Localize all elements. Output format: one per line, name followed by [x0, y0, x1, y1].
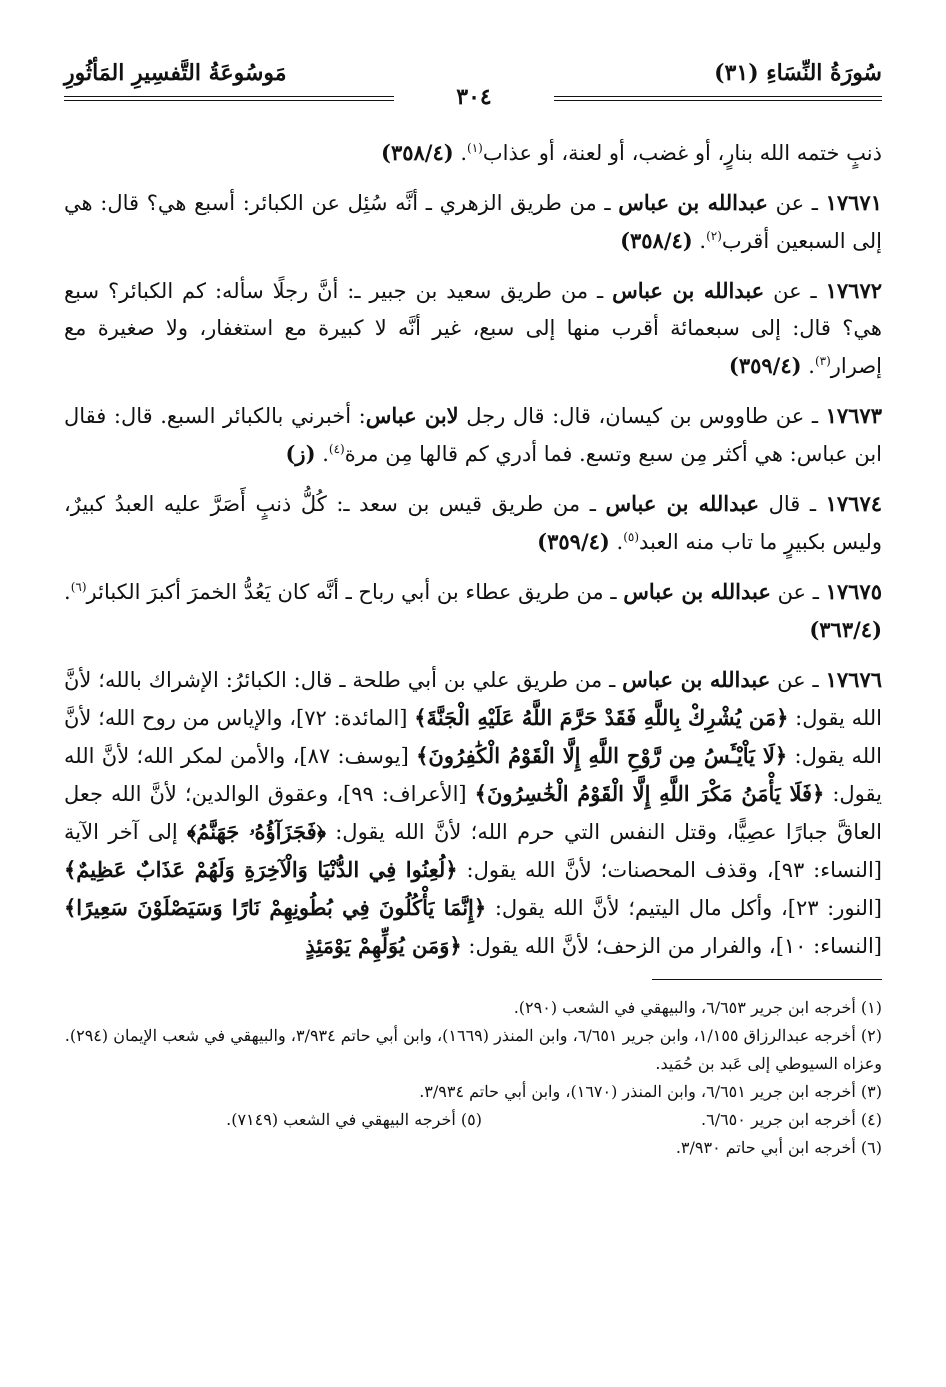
footnote-3: (٣) أخرجه ابن جرير ٦/٦٥١، وابن المنذر (١٦٧٠)، وابن أبي حاتم ٣/٩٣٤. — [419, 1082, 882, 1101]
quran-verse: ﴿لَا يَاْيْـَٔسُ مِن رَّوْحِ اللَّهِ إِلَّا الْقَوْمُ الْكَٰفِرُونَ﴾ — [416, 743, 788, 768]
narrator-name: عبدالله بن عباس — [622, 667, 771, 692]
entry-number: ١٧٦٧١ — [825, 190, 882, 215]
footnote-marker: (٦) — [70, 580, 87, 594]
entry-17673: ١٧٦٧٣ ـ عن طاووس بن كيسان، قال: قال رجل لابن عباس: أخبرني بالكبائر السبع. قال: فقال ابن عباس: هي أكثر مِن سبع وتسع. فما أدري كم قالها مِن مرة$^{(٤)}$. (ز) — [64, 403, 882, 466]
footnote-4: (٤) أخرجه ابن جرير ٦/٦٥٠. — [701, 1110, 882, 1129]
quran-verse: ﴿فَلَا يَأْمَنُ مَكْرَ اللَّهِ إِلَّا الْقَوْمُ الْخَٰسِرُونَ﴾ — [474, 781, 825, 806]
verse-citation: [يوسف: ٨٧] — [299, 744, 417, 768]
footnote-1: (١) أخرجه ابن جرير ٦/٦٥٣، والبيهقي في الشعب (٢٩٠). — [513, 998, 882, 1017]
footnote-marker: (٣) — [814, 354, 831, 368]
quran-verse: ﴿إِنَّمَا يَأْكُلُونَ فِي بُطُونِهِمْ نَارًا وَسَيَصْلَوْنَ سَعِيرًا﴾ — [64, 895, 487, 920]
narrator-name: عبدالله بن عباس — [605, 491, 759, 516]
footnote-marker: (٥) — [623, 530, 640, 544]
narrator-name: عبدالله بن عباس — [623, 579, 771, 604]
quran-verse: ﴿لُعِنُوا فِي الدُّنْيَا وَالْآخِرَةِ وَلَهُمْ عَذَابٌ عَظِيمٌ﴾ — [64, 857, 458, 882]
verse-citation: [النساء: ٩٣] — [773, 858, 882, 882]
quran-verse: ﴿وَمَن يُوَلِّهِمْ يَوْمَئِذٍ — [305, 933, 462, 958]
volume-ref: (٣٥٨/٤) — [620, 228, 693, 253]
entry-17676: ١٧٦٧٦ ـ عن عبدالله بن عباس ـ من طريق علي بن أبي طلحة ـ قال: الكبائرُ: الإشراك بالله؛ لأنَّ الله يقول: ﴿مَن يُشْرِكْ بِاللَّهِ فَقَدْ حَرَّمَ اللَّهُ عَلَيْهِ الْجَنَّةَ﴾ [المائدة: ٧٢]، والإياس من روح الله؛ لأنَّ الله يقول: ﴿لَا يَاْيْـَٔسُ مِن رَّوْحِ اللَّهِ إِلَّا الْقَوْمُ الْكَٰفِرُونَ﴾ [يوسف: ٨٧]، والأمن لمكر الله؛ لأنَّ الله يقول: ﴿فَلَا يَأْمَنُ مَكْرَ اللَّهِ إِلَّا الْقَوْمُ الْخَٰسِرُونَ﴾ [الأعراف: ٩٩]، وعقوق الوالدين؛ لأنَّ الله جعل العاقَّ جبارًا عصِيًّا، وقتل النفس التي حرم الله؛ لأنَّ الله يقول: ﴿فَجَزَآؤُهُۥ جَهَنَّمُ﴾ إلى آخر الآية [النساء: ٩٣]، وقذف المحصنات؛ لأنَّ الله يقول: ﴿لُعِنُوا فِي الدُّنْيَا وَالْآخِرَةِ وَلَهُمْ عَذَابٌ عَظِيمٌ﴾ [النور: ٢٣]، وأكل مال اليتيم؛ لأنَّ الله يقول: ﴿إِنَّمَا يَأْكُلُونَ فِي بُطُونِهِمْ نَارًا وَسَيَصْلَوْنَ سَعِيرًا﴾ [النساء: ١٠]، والفرار من الزحف؛ لأنَّ الله يقول: ﴿وَمَن يُوَلِّهِمْ يَوْمَئِذٍ — [64, 667, 883, 958]
page-number: ٣٠٤ — [394, 84, 554, 110]
footnote-divider — [652, 979, 882, 980]
entry-17672: ١٧٦٧٢ ـ عن عبدالله بن عباس ـ من طريق سعيد بن جبير ـ: أنَّ رجلًا سأله: كم الكبائر؟ سبع هي؟ قال: إلى سبعمائة أقرب منها إلى سبع، غير أنَّه لا كبيرة مع استغفار، ولا صغيرة مع إصرار$^{(٣)}$. (٣٥٩/٤) — [64, 278, 883, 378]
verse-citation: [النساء: ١٠] — [775, 934, 882, 958]
entry-17675: ١٧٦٧٥ ـ عن عبدالله بن عباس ـ من طريق عطاء بن أبي رباح ـ أنَّه كان يَعُدُّ الخمرَ أكبرَ الكبائر$^{(٦)}$. (٣٦٣/٤) — [64, 579, 882, 642]
footnote-marker: (٢) — [706, 229, 722, 243]
footnote-row-4-5 — [64, 1106, 882, 1134]
intro-paragraph: ذنبٍ ختمه الله بنارٍ، أو غضب، أو لعنة، أو عذاب$^{(١)}$. (٣٥٨/٤) — [381, 140, 882, 165]
verse-citation: [الأعراف: ٩٩] — [343, 782, 475, 806]
narrator-name: لابن عباس — [365, 403, 459, 428]
entry-17674: ١٧٦٧٤ ـ قال عبدالله بن عباس ـ من طريق قيس بن سعد ـ: كُلُّ ذنبٍ أَصَرَّ عليه العبدُ كبيرٌ، وليس بكبيرٍ ما تاب منه العبد$^{(٥)}$. (٣٥٩/٤) — [64, 491, 883, 554]
quran-verse: ﴿فَجَزَآؤُهُۥ جَهَنَّمُ﴾ — [186, 819, 326, 844]
footnote-5: (٥) أخرجه البيهقي في الشعب (٧١٤٩). — [226, 1110, 482, 1129]
page-body — [64, 134, 882, 965]
entry-number: ١٧٦٧٣ — [825, 403, 882, 428]
footnote-2: (٢) أخرجه عبدالرزاق ١/١٥٥، وابن جرير ٦/٦٥١، وابن المنذر (١٦٦٩)، وابن أبي حاتم ٣/٩٣٤، والبيهقي في شعب الإيمان (٢٩٤). وعزاه السيوطي إلى عَبد بن حُمَيد. — [64, 1026, 882, 1073]
surah-title: سُورَةُ النِّسَاءِ (٣١) — [714, 60, 882, 86]
volume-ref: (٣٦٣/٤) — [809, 617, 882, 642]
entry-number: ١٧٦٧٥ — [825, 579, 882, 604]
volume-ref: (٣٥٩/٤) — [728, 353, 802, 378]
page-header — [64, 60, 882, 112]
footnote-marker: (١) — [467, 141, 483, 155]
verse-citation: [المائدة: ٧٢] — [296, 706, 415, 730]
entry-number: ١٧٦٧٢ — [825, 278, 883, 303]
entry-number: ١٧٦٧٤ — [825, 491, 883, 516]
quran-verse: ﴿مَن يُشْرِكْ بِاللَّهِ فَقَدْ حَرَّمَ اللَّهُ عَلَيْهِ الْجَنَّةَ﴾ — [414, 705, 789, 730]
footnotes — [64, 994, 882, 1162]
verse-citation: [النور: ٢٣] — [787, 896, 882, 920]
volume-ref: (ز) — [285, 441, 316, 466]
volume-ref: (٣٥٨/٤) — [381, 140, 454, 165]
book-title: مَوسُوعَةُ التَّفسِيرِ المَأثُورِ — [64, 60, 287, 86]
footnote-6: (٦) أخرجه ابن أبي حاتم ٣/٩٣٠. — [675, 1138, 882, 1157]
book-page — [64, 60, 882, 1360]
entry-17671: ١٧٦٧١ ـ عن عبدالله بن عباس ـ من طريق الزهري ـ أنَّه سُئِل عن الكبائر: أسبع هي؟ قال: هي إلى السبعين أقرب$^{(٢)}$. (٣٥٨/٤) — [64, 190, 882, 253]
narrator-name: عبدالله بن عباس — [612, 278, 765, 303]
volume-ref: (٣٥٩/٤) — [537, 529, 610, 554]
narrator-name: عبدالله بن عباس — [618, 190, 768, 215]
entry-number: ١٧٦٧٦ — [825, 667, 883, 692]
footnote-marker: (٤) — [328, 442, 345, 456]
